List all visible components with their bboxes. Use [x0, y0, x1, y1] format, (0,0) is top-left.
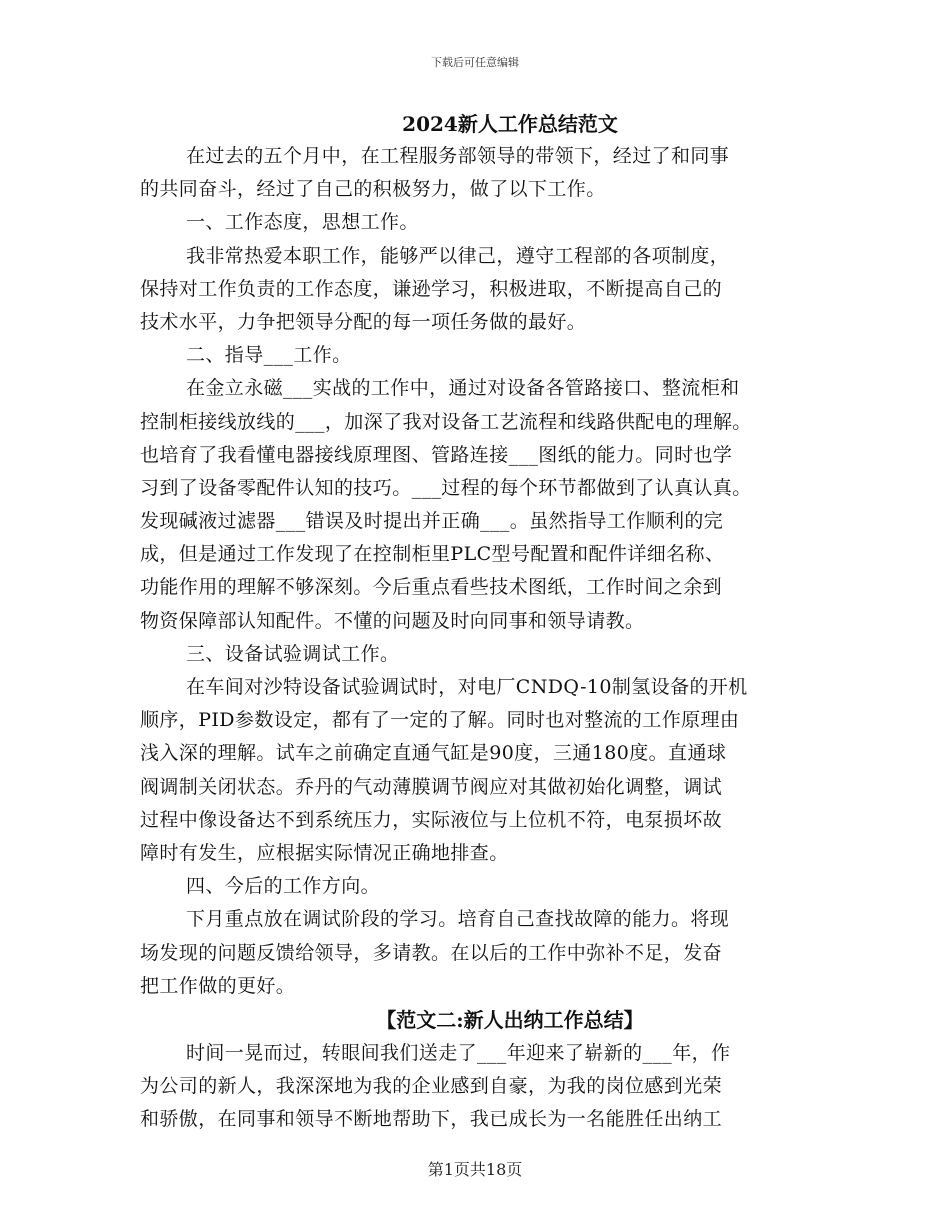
section-heading: 三、设备试验调试工作。 — [186, 642, 400, 665]
paragraph-line: 障时有发生，应根据实际情况正确地排查。 — [140, 841, 509, 864]
paragraph-line: 和骄傲，在同事和领导不断地帮助下，我已成长为一名能胜任出纳工 — [140, 1108, 723, 1131]
document-title: 2024新人工作总结范文 — [402, 112, 618, 136]
paragraph-line: 阀调制关闭状态。乔丹的气动薄膜调节阀应对其做初始化调整，调试 — [140, 775, 723, 798]
paragraph-line: 把工作做的更好。 — [140, 974, 296, 997]
part1 — [140, 140, 820, 1003]
part2 — [140, 1037, 820, 1137]
paragraph-line: 也培育了我看懂电器接线原理图、管路连接___图纸的能力。同时也学 — [140, 443, 733, 466]
paragraph-line: 我非常热爱本职工作，能够严以律己，遵守工程部的各项制度， — [186, 244, 730, 267]
paragraph-line: 在过去的五个月中，在工程服务部领导的带领下，经过了和同事 — [186, 145, 730, 167]
paragraph-line: 在金立永磁___实战的工作中，通过对设备各管路接口、整流柜和 — [186, 377, 740, 400]
document-body — [140, 108, 820, 1136]
paragraph-line: 为公司的新人，我深深地为我的企业感到自豪，为我的岗位感到光荣 — [140, 1075, 723, 1098]
paragraph-line: 物资保障部认知配件。不懂的问题及时向同事和领导请教。 — [140, 609, 645, 632]
section-heading: 二、指导___工作。 — [186, 344, 352, 367]
paragraph-line: 浅入深的理解。试车之前确定直通气缸是90度，三通180度。直通球 — [140, 742, 727, 765]
paragraph-line: 顺序，PID参数设定，都有了一定的了解。同时也对整流的工作原理由 — [140, 709, 740, 732]
paragraph-line: 技术水平，力争把领导分配的每一项任务做的最好。 — [140, 310, 587, 333]
paragraph-line: 保持对工作负责的工作态度，谦逊学习，积极进取，不断提高自己的 — [140, 277, 723, 300]
paragraph-line: 时间一晃而过，转眼间我们送走了___年迎来了崭新的___年，作 — [186, 1041, 731, 1064]
paragraph-line: 成，但是通过工作发现了在控制柜里PLC型号配置和配件详细名称、 — [140, 543, 725, 566]
section2-title: 【范文二:新人出纳工作总结】 — [376, 1007, 644, 1032]
paragraph-line: 的共同奋斗，经过了自己的积极努力，做了以下工作。 — [140, 178, 606, 201]
paragraph-line: 过程中像设备达不到系统压力，实际液位与上位机不符，电泵损坏故 — [140, 808, 723, 831]
paragraph-line: 下月重点放在调试阶段的学习。培育自己查找故障的能力。将现 — [186, 908, 730, 931]
section-heading: 四、今后的工作方向。 — [186, 875, 381, 898]
paragraph-line: 功能作用的理解不够深刻。今后重点看些技术图纸，工作时间之余到 — [140, 576, 723, 599]
page-footer: 第1页共18页 — [427, 1160, 523, 1179]
section-heading: 一、工作态度，思想工作。 — [186, 211, 419, 234]
paragraph-line: 习到了设备零配件认知的技巧。___过程的每个环节都做到了认真认真。 — [140, 476, 752, 499]
paragraph-line: 场发现的问题反馈给领导，多请教。在以后的工作中弥补不足，发奋 — [140, 941, 723, 964]
paragraph-line: 发现碱液过滤器___错误及时提出并正确___。虽然指导工作顺利的完 — [140, 510, 724, 533]
paragraph-line: 在车间对沙特设备试验调试时，对电厂CNDQ-10制氢设备的开机 — [186, 676, 748, 698]
paragraph-line: 控制柜接线放线的___，加深了我对设备工艺流程和线路供配电的理解。 — [140, 410, 752, 433]
download-note: 下载后可任意编辑 — [431, 56, 519, 69]
